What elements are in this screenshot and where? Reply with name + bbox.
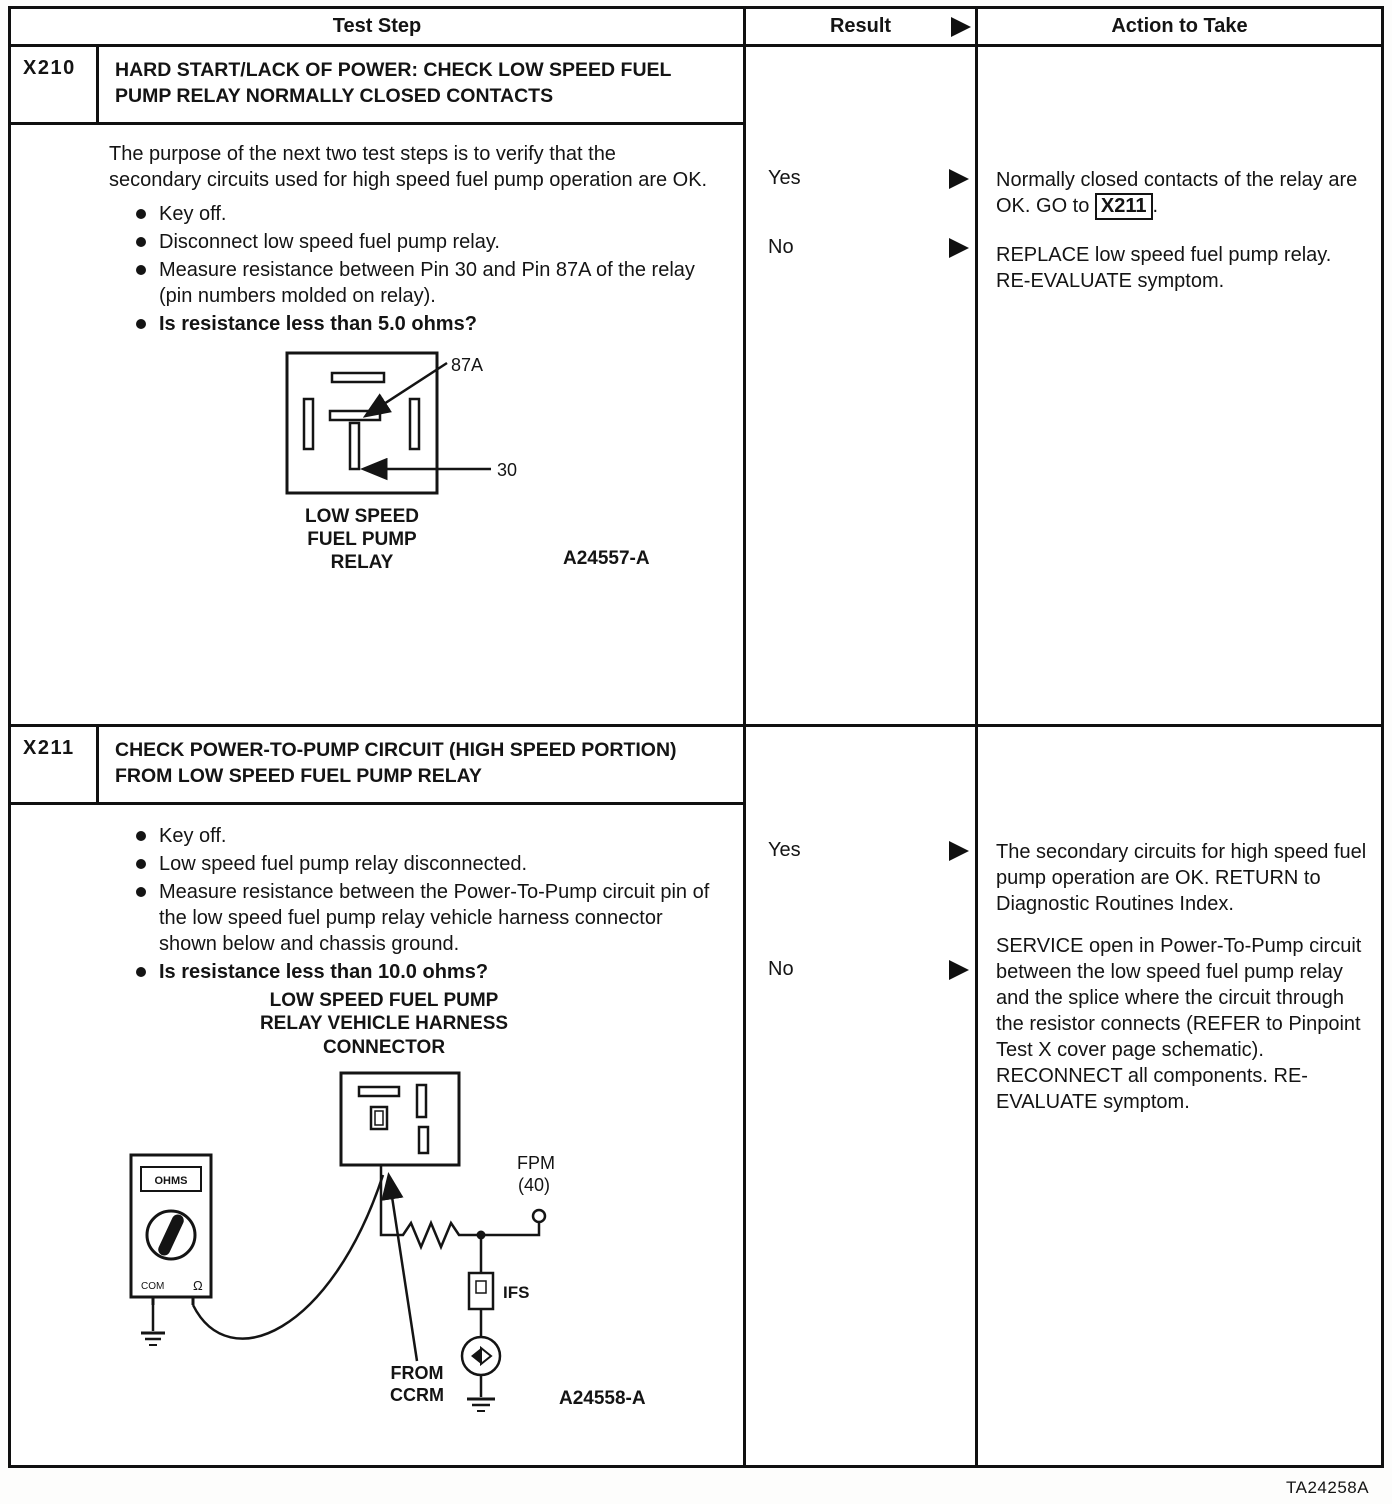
action-text: Normally closed contacts of the relay are OK. GO to <box>996 169 1358 217</box>
bullet-text: Measure resistance between the Power-To-Pump circuit pin of the low speed fuel pump relay vehicle harness connector shown below and chassis ground. <box>159 880 710 955</box>
step-header <box>11 47 743 125</box>
heading-line: CONNECTOR <box>322 1037 446 1059</box>
list-item <box>109 229 713 255</box>
callout-line-87a <box>367 363 447 415</box>
bullet-icon <box>136 887 146 897</box>
from-ccrm-arrow <box>389 1177 417 1361</box>
action-text-no: SERVICE open in Power-To-Pump circuit between the low speed fuel pump relay and the splice where the circuit through the resistor connects (REFER to Pinpoint Test X cover page schematic). RECONNECT all components. RE-EVALUATE symptom. <box>996 935 1362 1113</box>
step-intro: The purpose of the next two test steps is to verify that the secondary circuits used for high speed fuel pump operation are OK. <box>109 142 708 191</box>
step-id: X211 <box>11 727 99 802</box>
figure-caption <box>282 505 442 575</box>
relay-pin-slot <box>332 373 384 382</box>
bullet-text: Key off. <box>159 202 227 225</box>
figure-id: A24557-A <box>563 547 650 569</box>
action-text-yes: The secondary circuits for high speed fuel pump operation are OK. RETURN to Diagnostic Routines Index. <box>996 841 1367 915</box>
fpm-terminal <box>533 1210 545 1222</box>
step-id: X210 <box>11 47 99 122</box>
action-text-no: REPLACE low speed fuel pump relay. RE-EVALUATE symptom. <box>996 244 1332 292</box>
bullet-icon <box>136 831 146 841</box>
caption-line: LOW SPEED <box>304 505 419 527</box>
caption-line: RELAY <box>330 551 394 573</box>
result-label: Yes <box>768 167 801 189</box>
header-action: Action to Take <box>1111 15 1248 37</box>
result-row-yes <box>746 167 975 190</box>
pin-30-label: 30 <box>497 459 518 480</box>
ifs-label: IFS <box>503 1282 530 1302</box>
header-test-step: Test Step <box>11 9 746 44</box>
bullet-icon <box>136 319 146 329</box>
list-item <box>109 851 713 877</box>
harness-connector <box>341 1073 459 1165</box>
test-step-cell <box>11 727 746 1465</box>
figure-id: A24558-A <box>559 1387 646 1409</box>
ohmmeter <box>131 1155 211 1305</box>
step-body <box>11 805 743 1433</box>
fpm-pin-label: (40) <box>518 1174 551 1195</box>
fpm-label: FPM <box>517 1152 555 1173</box>
header-result-label: Result <box>829 15 892 37</box>
ohms-display-label: OHMS <box>154 1174 188 1187</box>
harness-connector-figure <box>109 989 713 1433</box>
ccrm-label: CCRM <box>390 1384 444 1405</box>
step-reference-box: X211 <box>1095 193 1153 220</box>
step-header <box>11 727 743 805</box>
relay-diagram <box>209 349 549 499</box>
result-row-no <box>746 958 975 981</box>
pin-87a-label: 87A <box>451 354 484 375</box>
com-terminal-label: COM <box>141 1280 165 1292</box>
result-row-yes <box>746 839 975 862</box>
bullet-icon <box>136 265 146 275</box>
list-item <box>109 823 713 849</box>
result-label: No <box>768 236 794 258</box>
meter-probe-lead <box>193 1175 383 1339</box>
list-item <box>109 201 713 227</box>
relay-figure <box>109 349 713 601</box>
result-cell <box>746 727 978 1465</box>
action-text: . <box>1152 195 1159 217</box>
list-item <box>109 959 713 985</box>
relay-pin-30 <box>350 423 359 469</box>
relay-pin-slot <box>304 399 313 449</box>
pinpoint-test-table <box>8 6 1384 1468</box>
test-step-block-x210 <box>11 47 1381 727</box>
ground-symbol <box>141 1333 165 1345</box>
ifs-switch <box>469 1273 493 1309</box>
from-label: FROM <box>390 1362 444 1383</box>
harness-circuit-diagram <box>119 1065 699 1430</box>
bullet-text: Low speed fuel pump relay disconnected. <box>159 852 528 875</box>
step-title: CHECK POWER-TO-PUMP CIRCUIT (HIGH SPEED PORTION) FROM LOW SPEED FUEL PUMP RELAY <box>115 739 677 788</box>
bullet-icon <box>136 237 146 247</box>
bullet-text: Measure resistance between Pin 30 and Pin 87A of the relay (pin numbers molded on relay). <box>159 258 695 307</box>
action-cell <box>978 47 1381 724</box>
question-text: Is resistance less than 5.0 ohms? <box>159 312 477 335</box>
result-arrow-icon <box>949 841 969 861</box>
result-row-no <box>746 236 975 259</box>
page-reference-code: TA24258A <box>1286 1478 1370 1497</box>
step-title: HARD START/LACK OF POWER: CHECK LOW SPEED FUEL PUMP RELAY NORMALLY CLOSED CONTACTS <box>115 59 672 108</box>
result-arrow-icon <box>949 960 969 980</box>
list-item <box>109 257 713 309</box>
figure-heading <box>224 989 544 1060</box>
fuel-pump-symbol <box>462 1337 500 1375</box>
result-arrow-icon <box>951 17 971 37</box>
result-arrow-icon <box>949 169 969 189</box>
omega-terminal-label: Ω <box>193 1277 203 1293</box>
question-text: Is resistance less than 10.0 ohms? <box>159 960 489 983</box>
list-item <box>109 879 713 957</box>
bullet-text: Disconnect low speed fuel pump relay. <box>159 230 500 253</box>
result-label: Yes <box>768 839 801 861</box>
action-text-yes <box>996 167 1367 220</box>
fpm-branch <box>481 1223 539 1235</box>
heading-line: RELAY VEHICLE HARNESS <box>259 1013 509 1035</box>
ground-symbol <box>467 1399 495 1411</box>
bullet-text: Key off. <box>159 824 227 847</box>
test-step-cell <box>11 47 746 724</box>
relay-pin-slot <box>410 399 419 449</box>
action-cell <box>978 727 1381 1465</box>
table-header-row <box>11 9 1381 47</box>
result-cell <box>746 47 978 724</box>
result-label: No <box>768 958 794 980</box>
header-result <box>746 9 978 44</box>
resistor-circuit <box>381 1165 481 1247</box>
list-item <box>109 311 713 337</box>
bullet-icon <box>136 209 146 219</box>
step-body <box>11 125 743 601</box>
bullet-icon <box>136 859 146 869</box>
result-arrow-icon <box>949 238 969 258</box>
bullet-icon <box>136 967 146 977</box>
test-step-block-x211 <box>11 727 1381 1465</box>
heading-line: LOW SPEED FUEL PUMP <box>269 989 499 1011</box>
caption-line: FUEL PUMP <box>307 528 417 550</box>
